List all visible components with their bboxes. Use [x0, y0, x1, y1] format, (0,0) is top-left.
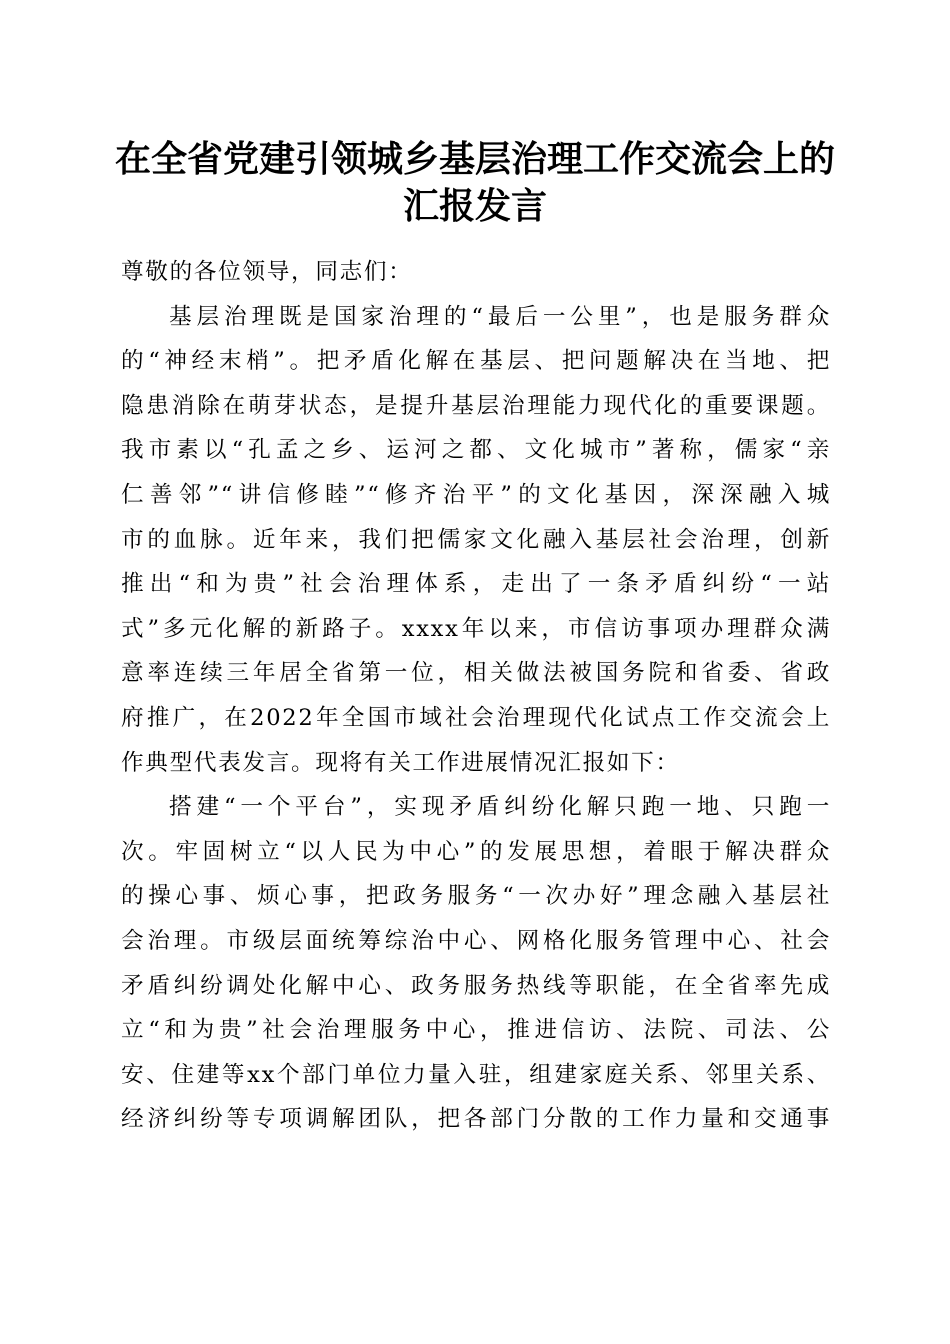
paragraph-2-line: 矛盾纠纷调处化解中心、政务服务热线等职能，在全省率先成: [121, 972, 831, 999]
paragraph-1-line: 推出“和为贵”社会治理体系，走出了一条矛盾纠纷“一站: [121, 571, 831, 598]
paragraph-2: [121, 785, 831, 1142]
document-body: [121, 250, 831, 1142]
paragraph-1-line: 的“神经末梢”。把矛盾化解在基层、把问题解决在当地、把: [121, 348, 831, 375]
paragraph-2-line: 次。牢固树立“以人民为中心”的发展思想，着眼于解决群众: [121, 838, 831, 865]
paragraph-2-line: 立“和为贵”社会治理服务中心，推进信访、法院、司法、公: [121, 1017, 831, 1044]
document-title-line-2: 汇报发言: [402, 185, 547, 227]
paragraph-1-line: 仁善邻”“讲信修睦”“修齐治平”的文化基因，深深融入城: [121, 481, 831, 508]
paragraph-1-line: 隐患消除在萌芽状态，是提升基层治理能力现代化的重要课题。: [121, 392, 831, 419]
paragraph-2-line: 会治理。市级层面统筹综治中心、网格化服务管理中心、社会: [121, 927, 831, 954]
document-title-line-1: 在全省党建引领城乡基层治理工作交流会上的: [114, 138, 835, 180]
paragraph-2-line: 经济纠纷等专项调解团队，把各部门分散的工作力量和交通事: [121, 1106, 831, 1133]
paragraph-1-line: 市的血脉。近年来，我们把儒家文化融入基层社会治理，创新: [121, 526, 831, 553]
paragraph-2-line: 安、住建等xx个部门单位力量入驻，组建家庭关系、邻里关系、: [121, 1061, 831, 1088]
salutation: 尊敬的各位领导，同志们：: [121, 259, 413, 285]
paragraph-1-line: 作典型代表发言。现将有关工作进展情况汇报如下：: [121, 749, 680, 776]
paragraph-1-line: 式”多元化解的新路子。xxxx年以来，市信访事项办理群众满: [121, 615, 831, 642]
paragraph-1: [121, 295, 831, 786]
paragraph-2-line: 搭建“一个平台”，实现矛盾纠纷化解只跑一地、只跑一: [169, 794, 831, 821]
paragraph-1-line: 基层治理既是国家治理的“最后一公里”，也是服务群众: [169, 303, 831, 330]
paragraph-1-line: 意率连续三年居全省第一位，相关做法被国务院和省委、省政: [121, 660, 831, 687]
paragraph-2-line: 的操心事、烦心事，把政务服务“一次办好”理念融入基层社: [121, 883, 831, 910]
paragraph-1-line: 我市素以“孔孟之乡、运河之都、文化城市”著称，儒家“亲: [121, 437, 831, 464]
paragraph-1-line: 府推广，在2022年全国市域社会治理现代化试点工作交流会上: [121, 704, 831, 731]
